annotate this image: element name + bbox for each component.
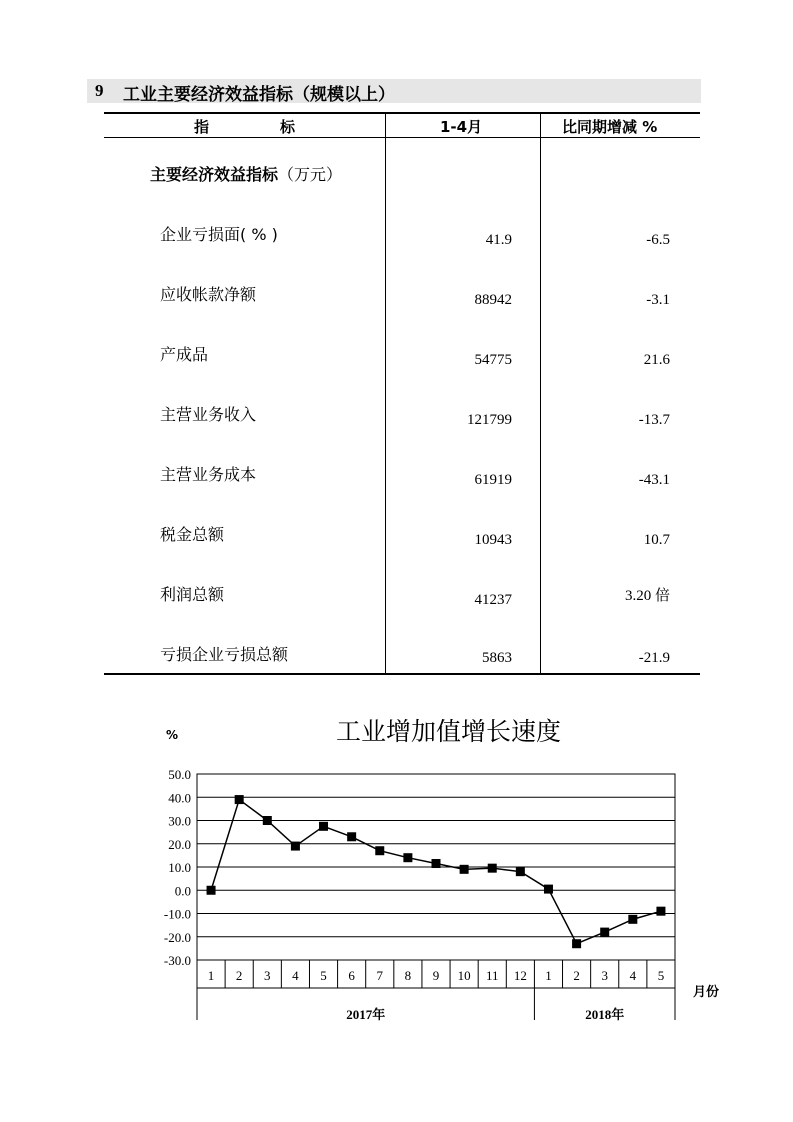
chart-plot	[140, 700, 740, 1030]
data-point	[319, 822, 328, 831]
data-point	[488, 864, 497, 873]
row-change: 21.6	[643, 352, 670, 368]
data-point	[207, 886, 216, 895]
y-tick-label: -10.0	[163, 906, 191, 922]
row-label: 主营业务成本	[160, 465, 257, 484]
section-title: 工业主要经济效益指标（规模以上）	[123, 85, 395, 105]
row-change: 10.7	[643, 532, 670, 548]
x-tick-label: 9	[432, 968, 440, 983]
y-tick-label: 0.0	[174, 883, 191, 899]
data-point	[347, 832, 356, 841]
data-point	[432, 859, 441, 868]
row-change: 3.20 倍	[624, 588, 670, 604]
group-unit: （万元）	[278, 165, 343, 184]
group-label	[150, 162, 342, 185]
series-line	[211, 800, 661, 944]
x-tick-label: 1	[207, 968, 215, 983]
x-tick-label: 12	[513, 968, 527, 983]
year-label: 2018年	[585, 1007, 625, 1022]
x-tick-label: 3	[601, 968, 608, 983]
x-tick-label: 3	[264, 968, 271, 983]
header-change: 比同期增减 %	[562, 118, 658, 136]
x-tick-label: 4	[292, 968, 299, 983]
row-label: 亏损企业亏损总额	[160, 645, 289, 664]
table-top-rule	[104, 112, 700, 114]
table-bottom-rule	[104, 673, 700, 675]
y-tick-label: 50.0	[168, 767, 191, 782]
row-change: -6.5	[646, 232, 670, 248]
x-tick-label: 5	[320, 968, 327, 983]
y-tick-label: -30.0	[163, 953, 191, 968]
row-value: 5863	[482, 650, 512, 666]
row-change: -3.1	[646, 292, 670, 308]
data-point	[628, 915, 637, 924]
row-value: 41237	[474, 592, 512, 608]
data-point	[375, 846, 384, 855]
row-label: 主营业务收入	[160, 405, 257, 424]
header-indicator-second: 标	[280, 118, 296, 136]
x-tick-label: 7	[376, 968, 384, 983]
x-tick-label: 11	[485, 968, 499, 983]
row-value: 61919	[474, 472, 512, 488]
section-number: 9	[95, 81, 104, 100]
column-divider	[385, 112, 386, 675]
x-tick-label: 5	[657, 968, 665, 983]
row-label: 企业亏损面( % )	[160, 225, 278, 244]
x-tick-label: 2	[573, 968, 580, 983]
row-value: 121799	[467, 412, 512, 428]
row-change: -21.9	[638, 650, 670, 666]
y-tick-label: -20.0	[163, 929, 191, 945]
data-point	[403, 853, 412, 862]
section-header	[87, 79, 701, 103]
data-point	[600, 928, 609, 937]
data-point	[516, 867, 525, 876]
data-point	[572, 939, 581, 948]
chart-title: 工业增加值增长速度	[336, 717, 562, 746]
year-label: 2017年	[346, 1007, 386, 1022]
y-tick-label: 40.0	[168, 790, 191, 806]
header-indicator-first: 指	[194, 118, 210, 136]
row-label: 产成品	[160, 345, 209, 364]
x-tick-label: 8	[404, 968, 412, 983]
y-tick-label: 20.0	[168, 836, 191, 852]
row-change: -43.1	[638, 472, 670, 488]
header-period: 1-4月	[440, 118, 483, 136]
indicator-table	[104, 112, 700, 676]
row-label: 税金总额	[160, 525, 225, 544]
group-title: 主要经济效益指标	[150, 165, 279, 184]
row-value: 54775	[474, 352, 512, 368]
y-unit-label: %	[166, 728, 179, 742]
row-label: 应收帐款净额	[160, 285, 257, 304]
x-tick-label: 1	[545, 968, 552, 983]
row-change: -13.7	[638, 412, 670, 428]
data-point	[460, 865, 469, 874]
x-tick-label: 4	[629, 968, 637, 983]
data-point	[291, 842, 300, 851]
x-tick-label: 10	[457, 968, 471, 983]
data-point	[544, 885, 553, 894]
x-tick-label: 6	[348, 968, 355, 983]
data-point	[263, 816, 272, 825]
row-label: 利润总额	[160, 585, 225, 604]
table-header-rule	[104, 137, 700, 138]
row-value: 10943	[474, 532, 512, 548]
growth-chart	[140, 700, 740, 1030]
y-tick-label: 30.0	[168, 813, 191, 829]
y-tick-label: 10.0	[168, 860, 191, 875]
x-tick-label: 2	[235, 968, 243, 983]
row-value: 41.9	[485, 232, 512, 248]
x-axis-label: 月份	[693, 984, 720, 999]
data-point	[656, 907, 665, 916]
data-point	[235, 795, 244, 804]
row-value: 88942	[474, 292, 512, 308]
